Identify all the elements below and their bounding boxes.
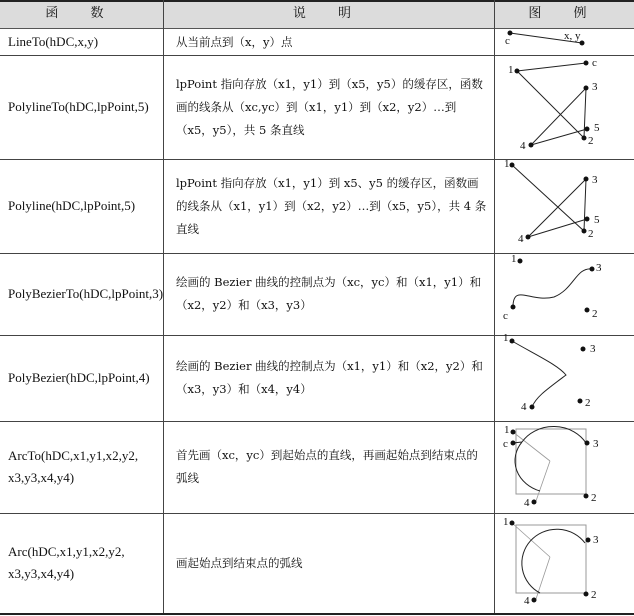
description-text: 首先画（xc，yc）到起始点的直线，再画起始点到结束点的弧线 — [176, 448, 478, 485]
label-5: 5 — [594, 122, 600, 134]
label-1: 1 — [504, 424, 510, 436]
label-c: c — [592, 57, 597, 69]
table-row-function: PolylineTo(hDC,lpPoint,5) — [8, 99, 149, 114]
description-text: 绘画的 Bezier 曲线的控制点为（xc，yc）和（x1，y1）和（x2，y2）和（x3，y3） — [176, 275, 482, 312]
label-2: 2 — [591, 589, 597, 601]
description-text: 绘画的 Bezier 曲线的控制点为（x1，y1）和（x2，y2）和（x3，y3）和（x4，y4） — [176, 359, 483, 396]
header-function: 函 数 — [45, 6, 118, 21]
table-row-function: PolyBezier(hDC,lpPoint,4) — [8, 370, 150, 385]
table-row-description — [176, 513, 488, 613]
label-3: 3 — [593, 534, 599, 546]
label-2: 2 — [588, 228, 594, 240]
arcto-diagram — [496, 421, 634, 513]
label-c: c — [503, 438, 508, 450]
function-line: x3,y3,x4,y4) — [8, 470, 75, 485]
table-row-description — [176, 55, 488, 159]
label-3: 3 — [590, 343, 596, 355]
table-row-description — [176, 253, 488, 335]
label-1: 1 — [503, 332, 509, 344]
table-row-function: LineTo(hDC,x,y) — [8, 34, 99, 49]
header-description: 说 明 — [292, 6, 366, 21]
label-1: 1 — [508, 64, 514, 76]
table-row-description — [176, 335, 488, 421]
label-4: 4 — [524, 595, 530, 607]
label-4: 4 — [521, 401, 527, 413]
label-1: 1 — [511, 253, 517, 265]
label-c: c — [505, 35, 510, 47]
function-line: ArcTo(hDC,x1,y1,x2,y2, — [8, 448, 139, 463]
table-row-description — [176, 421, 488, 513]
column-divider — [494, 0, 495, 614]
label-1: 1 — [503, 516, 509, 528]
label-2: 2 — [591, 492, 597, 504]
column-divider — [163, 0, 164, 614]
description-text: 画起始点到结束点的弧线 — [176, 555, 303, 570]
table-bottom-rule — [0, 613, 634, 615]
polybezierto-diagram — [496, 253, 634, 335]
table-row-function — [8, 421, 158, 513]
label-3: 3 — [592, 174, 598, 186]
table-row-description — [176, 159, 488, 253]
label-xy: x, y — [564, 30, 581, 42]
label-3: 3 — [593, 438, 599, 450]
table-row-function — [8, 513, 158, 613]
polyline-diagram — [496, 159, 634, 253]
header-example: 图 例 — [528, 6, 601, 21]
label-4: 4 — [520, 140, 526, 152]
label-1: 1 — [504, 158, 510, 170]
description-text: lpPoint 指向存放（x1，y1）到（x5，y5）的缓存区，函数画的线条从（xc,yc）到（x1，y1）到（x2，y2）…到（x5，y5），共 5 条直线 — [176, 76, 483, 137]
label-2: 2 — [585, 397, 591, 409]
lineto-diagram — [496, 29, 634, 55]
label-3: 3 — [596, 262, 602, 274]
description-text: 从当前点到（x，y）点 — [176, 34, 293, 49]
arc-diagram — [496, 513, 634, 613]
label-4: 4 — [524, 497, 530, 509]
polybezier-diagram — [496, 332, 634, 421]
function-line: x3,y3,x4,y4) — [8, 566, 75, 581]
table-row-function: PolyBezierTo(hDC,lpPoint,3) — [8, 286, 164, 301]
label-4: 4 — [518, 233, 524, 245]
label-5: 5 — [594, 214, 600, 226]
description-text: lpPoint 指向存放（x1，y1）到 x5、y5 的缓存区，函数画的线条从（x1，y1）到（x2，y2）…到（x5，y5），共 4 条直线 — [176, 175, 487, 236]
label-c: c — [503, 310, 508, 322]
function-line: Arc(hDC,x1,y1,x2,y2, — [8, 544, 125, 559]
label-2: 2 — [592, 308, 598, 320]
table-row-description — [176, 29, 488, 55]
label-2: 2 — [588, 135, 594, 147]
polylineto-diagram — [496, 55, 634, 159]
label-3: 3 — [592, 81, 598, 93]
table-row-function: Polyline(hDC,lpPoint,5) — [8, 198, 136, 213]
